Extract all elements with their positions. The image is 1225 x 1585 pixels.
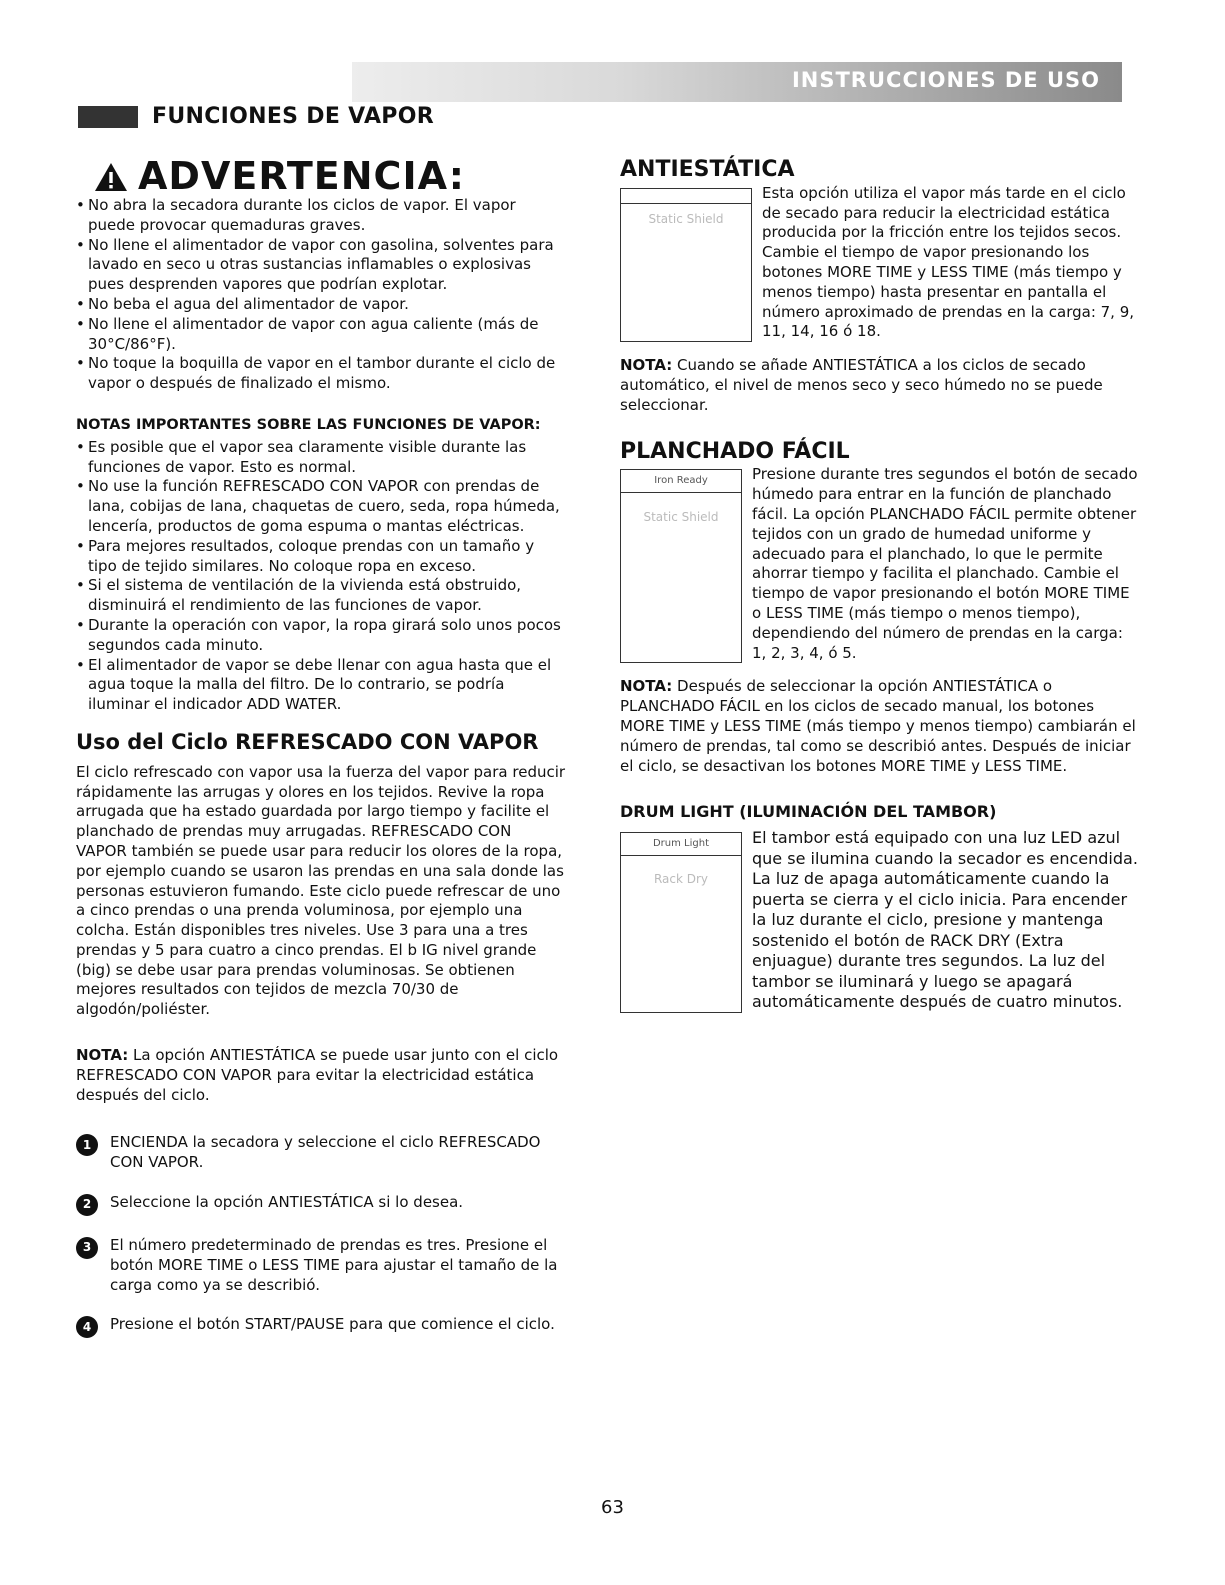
page-number: 63: [601, 1497, 624, 1518]
drum-section: [620, 802, 1140, 1012]
step-text: Presione el botón START/PAUSE para que comience el ciclo.: [110, 1315, 555, 1334]
note-label: NOTA:: [620, 356, 673, 375]
drum-panel: [620, 832, 742, 1013]
note-text: Cuando se añade ANTIESTÁTICA a los ciclos de secado automático, el nivel de menos seco y seco húmedo no se puede seleccionar.: [620, 356, 1103, 414]
step-item: [76, 1133, 566, 1173]
warning-title: ADVERTENCIA:: [138, 154, 465, 199]
section-heading: [78, 104, 434, 129]
antistatic-title: ANTIESTÁTICA: [620, 157, 795, 182]
ironing-panel: [620, 469, 742, 663]
note-text: Después de seleccionar la opción ANTIESTÁTICA o PLANCHADO FÁCIL en los ciclos de secado manual, los botones MORE TIME y LESS TIME (más tiempo y menos tiempo) cambiarán el número de prendas, tal como se describió antes. Después de iniciar el ciclo, se desactivan los botones MORE TIME y LESS TIME.: [620, 677, 1136, 775]
panel-cell: [621, 203, 751, 236]
note-item: • Si el sistema de ventilación de la vivienda está obstruido, disminuirá el rendimiento de las funciones de vapor.: [76, 576, 566, 616]
panel-cell: [621, 492, 741, 543]
warning-item: • No llene el alimentador de vapor con agua caliente (más de 30°C/86°F).: [76, 315, 566, 355]
panel-cell: [621, 470, 741, 492]
warning-item: • No llene el alimentador de vapor con gasolina, solventes para lavado en seco u otras sustancias inflamables o explosivas pues desprenden vapores que podrían explotar.: [76, 236, 566, 295]
notes-list: [76, 438, 566, 715]
ironing-note: [620, 677, 1140, 776]
section-title: FUNCIONES DE VAPOR: [152, 104, 434, 129]
warning-heading: [94, 154, 566, 199]
left-column: [76, 154, 566, 1338]
panel-label: Iron Ready: [654, 475, 708, 487]
section-marker: [78, 106, 138, 128]
panel-label: Static Shield: [643, 510, 719, 525]
antistatic-body: Esta opción utiliza el vapor más tarde en el ciclo de secado para reducir la electricidad estática producida por la fricción entre los tejidos secos. Cambie el tiempo de vapor presionando los botones MORE TIME y LESS TIME (más tiempo y menos tiempo) hasta presentar en pantalla el número aproximado de prendas en la carga: 7, 9, 11, 14, 16 ó 18.: [762, 183, 1135, 341]
panel-label: Drum Light: [652, 838, 710, 850]
drum-title: DRUM LIGHT (ILUMINACIÓN DEL TAMBOR): [620, 802, 997, 822]
note-item: • El alimentador de vapor se debe llenar con agua hasta que el agua toque la malla del filtro. De lo contrario, se podría iluminar el indicador ADD WATER.: [76, 656, 566, 715]
ironing-body: Presione durante tres segundos el botón de secado húmedo para entrar en la función de planchado fácil. La opción PLANCHADO FÁCIL permite obtener tejidos con un grado de humedad uniforme y adecuado para el planchado, lo que le permite ahorrar tiempo y facilita el planchado. Cambie el tiempo de vapor presionando el botón MORE TIME o LESS TIME (más tiempo o menos tiempo), dependiendo del número de prendas en la carga: 1, 2, 3, 4, ó 5.: [752, 465, 1138, 662]
refresh-body: El ciclo refrescado con vapor usa la fuerza del vapor para reducir rápidamente las arrugas y olores en los tejidos. Revive la ropa arrugada que ha estado guardada por largo tiempo y facilite el planchado de prendas muy arrugadas. REFRESCADO CON VAPOR también se puede usar para reducir los olores de la ropa, por ejemplo cuando se usaron las prendas en una sala donde las personas estuvieron fumando. Este ciclo puede refrescar de uno a cinco prendas o una prenda voluminosa, por ejemplo una colcha. Están disponibles tres niveles. Use 3 para una a tres prendas y 5 para cuatro a cinco prendas. El b IG nivel grande (big) se debe usar para prendas voluminosas. Se obtienen mejores resultados con tejidos de mezcla 70/30 de algodón/poliéster.: [76, 762, 566, 1019]
step-number-icon: 3: [76, 1237, 98, 1259]
step-number-icon: 2: [76, 1194, 98, 1216]
refresh-note: [76, 1046, 566, 1105]
panel-cell: [621, 833, 741, 855]
step-item: [76, 1315, 566, 1338]
panel-label: Static Shield: [648, 211, 724, 226]
note-item: • Durante la operación con vapor, la ropa girará solo unos pocos segundos cada minuto.: [76, 616, 566, 656]
panel-label: Rack Dry: [653, 872, 709, 887]
antistatic-row: [620, 184, 1140, 342]
note-label: NOTA:: [620, 677, 673, 696]
step-item: [76, 1236, 566, 1295]
note-item: • Para mejores resultados, coloque prendas con un tamaño y tipo de tejido similares. No coloque ropa en exceso.: [76, 537, 566, 577]
antistatic-panel: [620, 188, 752, 342]
step-number-icon: 1: [76, 1134, 98, 1156]
step-number-icon: 4: [76, 1316, 98, 1338]
drum-row: [620, 828, 1140, 1013]
warning-item: • No toque la boquilla de vapor en el tambor durante el ciclo de vapor o después de finalizado el mismo.: [76, 354, 566, 394]
notes-title: NOTAS IMPORTANTES SOBRE LAS FUNCIONES DE VAPOR:: [76, 416, 541, 433]
antistatic-note: [620, 356, 1140, 415]
header-title: INSTRUCCIONES DE USO: [791, 68, 1100, 92]
step-text: Seleccione la opción ANTIESTÁTICA si lo desea.: [110, 1193, 464, 1212]
ironing-title: PLANCHADO FÁCIL: [620, 438, 850, 464]
warning-icon: [94, 162, 128, 192]
refresh-title: Uso del Ciclo REFRESCADO CON VAPOR: [76, 729, 539, 754]
note-item: • Es posible que el vapor sea claramente visible durante las funciones de vapor. Esto es normal.: [76, 438, 566, 478]
ironing-row: [620, 465, 1140, 663]
drum-body: El tambor está equipado con una luz LED azul que se ilumina cuando la secador es encendida. La luz de apaga automáticamente cuando la puerta se cierra y el ciclo inicia. Para encender la luz durante el ciclo, presione y mantenga sostenido el botón de RACK DRY (Extra enjuague) durante tres segundos. La luz del tambor se iluminará y luego se apagará automáticamente después de cuatro minutos.: [752, 828, 1138, 1012]
warning-item: • No beba el agua del alimentador de vapor.: [76, 295, 566, 315]
step-text: ENCIENDA la secadora y seleccione el ciclo REFRESCADO CON VAPOR.: [110, 1133, 541, 1172]
ironing-section: [620, 438, 1140, 777]
warning-list: [76, 196, 566, 394]
step-text: El número predeterminado de prendas es tres. Presione el botón MORE TIME o LESS TIME para ajustar el tamaño de la carga como ya se describió.: [110, 1236, 558, 1294]
header-bar: [352, 62, 1122, 102]
antistatic-section: [620, 157, 1140, 416]
note-text: La opción ANTIESTÁTICA se puede usar junto con el ciclo REFRESCADO CON VAPOR para evitar la electricidad estática después del ciclo.: [76, 1046, 559, 1104]
note-label: NOTA:: [76, 1046, 129, 1065]
step-item: [76, 1193, 566, 1216]
right-column: [620, 157, 1140, 1039]
panel-cell: [621, 855, 741, 904]
note-item: • No use la función REFRESCADO CON VAPOR con prendas de lana, cobijas de lana, chaquetas de cuero, seda, ropa húmeda, lencería, productos de goma espuma o mantas eléctricas.: [76, 477, 566, 536]
panel-blank: [621, 189, 751, 203]
warning-item: • No abra la secadora durante los ciclos de vapor. El vapor puede provocar quemaduras graves.: [76, 196, 566, 236]
